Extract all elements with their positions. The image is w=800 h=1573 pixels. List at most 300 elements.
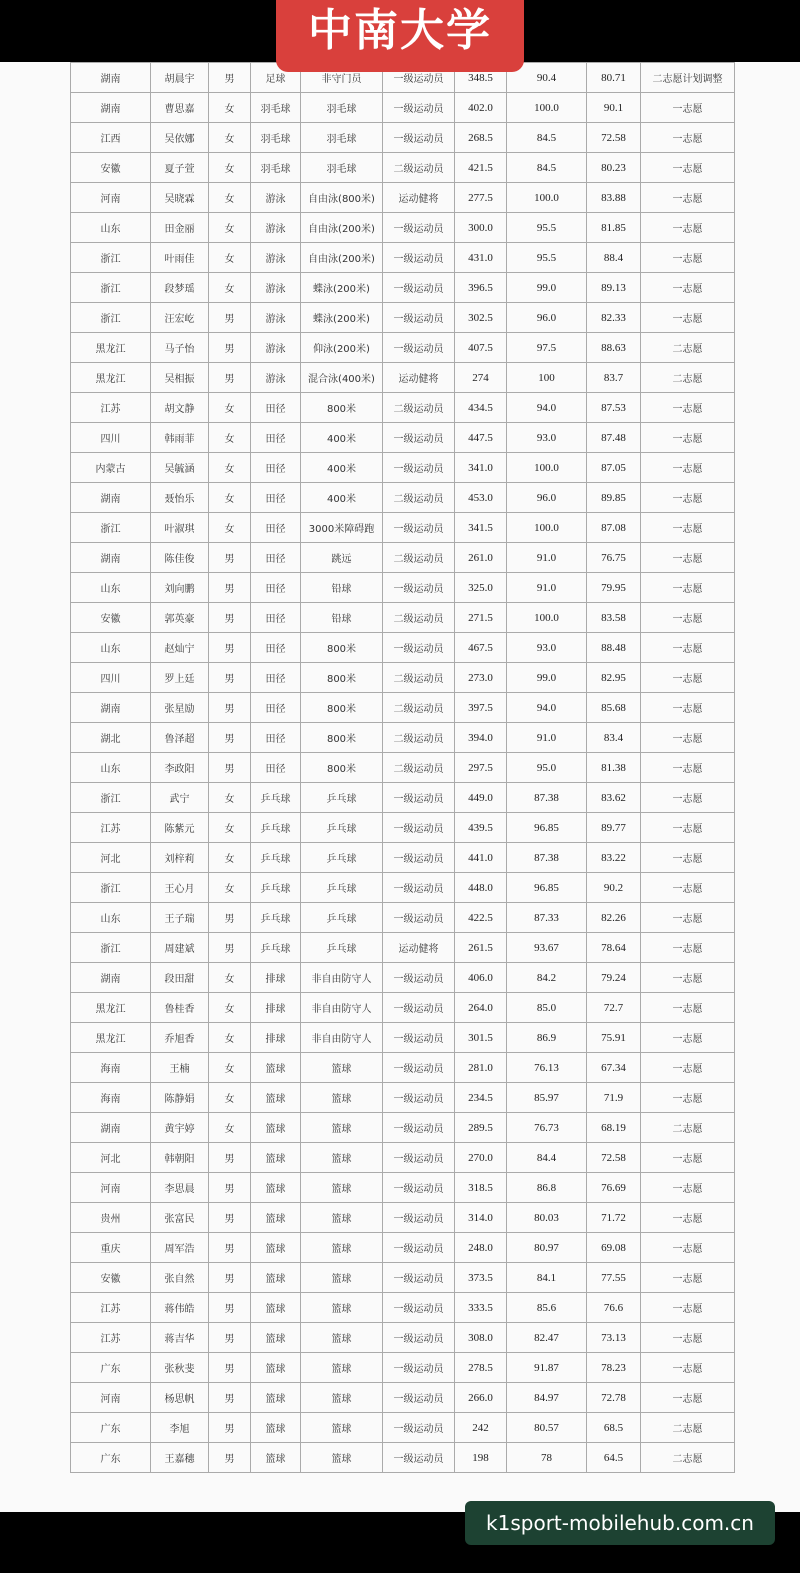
cell-gender: 女 bbox=[209, 1113, 251, 1143]
cell-event: 篮球 bbox=[301, 1293, 383, 1323]
cell-level: 一级运动员 bbox=[383, 573, 455, 603]
cell-level: 一级运动员 bbox=[383, 1203, 455, 1233]
cell-event: 800米 bbox=[301, 693, 383, 723]
cell-sport: 篮球 bbox=[251, 1293, 301, 1323]
cell-sport: 乒乓球 bbox=[251, 783, 301, 813]
cell-event: 篮球 bbox=[301, 1443, 383, 1473]
cell-name: 张秋斐 bbox=[151, 1353, 209, 1383]
cell-level: 二级运动员 bbox=[383, 663, 455, 693]
cell-sport: 羽毛球 bbox=[251, 93, 301, 123]
cell-name: 王心月 bbox=[151, 873, 209, 903]
cell-score: 421.5 bbox=[455, 153, 507, 183]
cell-gender: 男 bbox=[209, 1413, 251, 1443]
cell-event: 乒乓球 bbox=[301, 903, 383, 933]
cell-level: 一级运动员 bbox=[383, 273, 455, 303]
cell-score: 242 bbox=[455, 1413, 507, 1443]
cell-level: 二级运动员 bbox=[383, 723, 455, 753]
table-row bbox=[71, 1023, 735, 1053]
cell-admission-note: 二志愿 bbox=[641, 363, 735, 393]
cell-event: 篮球 bbox=[301, 1383, 383, 1413]
cell-composite-score: 87.08 bbox=[587, 513, 641, 543]
cell-composite-score: 89.13 bbox=[587, 273, 641, 303]
cell-composite-score: 82.95 bbox=[587, 663, 641, 693]
cell-sport: 游泳 bbox=[251, 273, 301, 303]
cell-admission-note: 一志愿 bbox=[641, 963, 735, 993]
cell-score: 434.5 bbox=[455, 393, 507, 423]
cell-level: 一级运动员 bbox=[383, 243, 455, 273]
cell-event: 篮球 bbox=[301, 1143, 383, 1173]
cell-province: 浙江 bbox=[71, 243, 151, 273]
cell-composite-score: 72.7 bbox=[587, 993, 641, 1023]
cell-admission-note: 一志愿 bbox=[641, 843, 735, 873]
cell-event: 篮球 bbox=[301, 1173, 383, 1203]
cell-sport: 篮球 bbox=[251, 1323, 301, 1353]
cell-test-score: 96.0 bbox=[507, 483, 587, 513]
cell-sport: 田径 bbox=[251, 603, 301, 633]
cell-test-score: 80.57 bbox=[507, 1413, 587, 1443]
cell-event: 篮球 bbox=[301, 1203, 383, 1233]
cell-admission-note: 一志愿 bbox=[641, 1383, 735, 1413]
table-row bbox=[71, 963, 735, 993]
cell-name: 吴毓涵 bbox=[151, 453, 209, 483]
table-row bbox=[71, 573, 735, 603]
cell-admission-note: 一志愿 bbox=[641, 1053, 735, 1083]
cell-composite-score: 82.33 bbox=[587, 303, 641, 333]
cell-event: 羽毛球 bbox=[301, 93, 383, 123]
cell-name: 田金丽 bbox=[151, 213, 209, 243]
cell-sport: 田径 bbox=[251, 453, 301, 483]
cell-sport: 游泳 bbox=[251, 213, 301, 243]
table-row bbox=[71, 483, 735, 513]
cell-composite-score: 88.63 bbox=[587, 333, 641, 363]
cell-sport: 田径 bbox=[251, 543, 301, 573]
table-row bbox=[71, 273, 735, 303]
cell-composite-score: 81.38 bbox=[587, 753, 641, 783]
cell-gender: 男 bbox=[209, 333, 251, 363]
cell-level: 一级运动员 bbox=[383, 1353, 455, 1383]
cell-name: 段梦瑶 bbox=[151, 273, 209, 303]
cell-composite-score: 71.72 bbox=[587, 1203, 641, 1233]
cell-name: 叶雨佳 bbox=[151, 243, 209, 273]
cell-level: 一级运动员 bbox=[383, 1323, 455, 1353]
cell-sport: 乒乓球 bbox=[251, 843, 301, 873]
cell-province: 广东 bbox=[71, 1353, 151, 1383]
cell-score: 248.0 bbox=[455, 1233, 507, 1263]
cell-test-score: 76.13 bbox=[507, 1053, 587, 1083]
cell-score: 277.5 bbox=[455, 183, 507, 213]
cell-test-score: 90.4 bbox=[507, 63, 587, 93]
cell-province: 浙江 bbox=[71, 273, 151, 303]
cell-province: 黑龙江 bbox=[71, 363, 151, 393]
cell-level: 一级运动员 bbox=[383, 1053, 455, 1083]
cell-score: 396.5 bbox=[455, 273, 507, 303]
cell-admission-note: 一志愿 bbox=[641, 213, 735, 243]
cell-level: 一级运动员 bbox=[383, 783, 455, 813]
cell-event: 铅球 bbox=[301, 603, 383, 633]
table-row bbox=[71, 663, 735, 693]
cell-sport: 篮球 bbox=[251, 1053, 301, 1083]
cell-composite-score: 75.91 bbox=[587, 1023, 641, 1053]
cell-gender: 女 bbox=[209, 513, 251, 543]
cell-test-score: 86.8 bbox=[507, 1173, 587, 1203]
cell-test-score: 84.2 bbox=[507, 963, 587, 993]
cell-score: 234.5 bbox=[455, 1083, 507, 1113]
cell-sport: 游泳 bbox=[251, 363, 301, 393]
cell-level: 二级运动员 bbox=[383, 603, 455, 633]
cell-name: 郭英豪 bbox=[151, 603, 209, 633]
cell-score: 431.0 bbox=[455, 243, 507, 273]
cell-level: 一级运动员 bbox=[383, 873, 455, 903]
cell-test-score: 93.0 bbox=[507, 423, 587, 453]
cell-event: 篮球 bbox=[301, 1263, 383, 1293]
cell-province: 河北 bbox=[71, 1143, 151, 1173]
cell-composite-score: 73.13 bbox=[587, 1323, 641, 1353]
table-row bbox=[71, 1323, 735, 1353]
cell-name: 胡文静 bbox=[151, 393, 209, 423]
table-row bbox=[71, 1263, 735, 1293]
cell-province: 河南 bbox=[71, 183, 151, 213]
cell-event: 羽毛球 bbox=[301, 123, 383, 153]
cell-gender: 男 bbox=[209, 1323, 251, 1353]
cell-sport: 篮球 bbox=[251, 1353, 301, 1383]
cell-admission-note: 一志愿 bbox=[641, 1323, 735, 1353]
cell-gender: 女 bbox=[209, 873, 251, 903]
cell-gender: 男 bbox=[209, 1293, 251, 1323]
cell-sport: 田径 bbox=[251, 723, 301, 753]
cell-composite-score: 78.23 bbox=[587, 1353, 641, 1383]
cell-score: 394.0 bbox=[455, 723, 507, 753]
cell-sport: 篮球 bbox=[251, 1413, 301, 1443]
cell-gender: 女 bbox=[209, 993, 251, 1023]
cell-gender: 男 bbox=[209, 573, 251, 603]
cell-event: 铅球 bbox=[301, 573, 383, 603]
cell-test-score: 93.67 bbox=[507, 933, 587, 963]
cell-admission-note: 一志愿 bbox=[641, 393, 735, 423]
cell-event: 自由泳(800米) bbox=[301, 183, 383, 213]
cell-event: 乒乓球 bbox=[301, 843, 383, 873]
cell-sport: 游泳 bbox=[251, 333, 301, 363]
cell-event: 800米 bbox=[301, 723, 383, 753]
cell-name: 陈静娟 bbox=[151, 1083, 209, 1113]
cell-composite-score: 89.85 bbox=[587, 483, 641, 513]
cell-test-score: 80.03 bbox=[507, 1203, 587, 1233]
cell-sport: 田径 bbox=[251, 753, 301, 783]
cell-test-score: 85.0 bbox=[507, 993, 587, 1023]
cell-level: 一级运动员 bbox=[383, 513, 455, 543]
cell-composite-score: 72.58 bbox=[587, 123, 641, 153]
cell-admission-note: 一志愿 bbox=[641, 303, 735, 333]
cell-province: 江苏 bbox=[71, 813, 151, 843]
cell-gender: 男 bbox=[209, 723, 251, 753]
cell-admission-note: 一志愿 bbox=[641, 933, 735, 963]
cell-admission-note: 一志愿 bbox=[641, 753, 735, 783]
cell-event: 400米 bbox=[301, 453, 383, 483]
cell-gender: 男 bbox=[209, 1443, 251, 1473]
cell-gender: 男 bbox=[209, 903, 251, 933]
table-row bbox=[71, 1083, 735, 1113]
cell-event: 800米 bbox=[301, 753, 383, 783]
cell-admission-note: 一志愿 bbox=[641, 993, 735, 1023]
cell-event: 篮球 bbox=[301, 1083, 383, 1113]
cell-sport: 排球 bbox=[251, 993, 301, 1023]
cell-admission-note: 一志愿 bbox=[641, 513, 735, 543]
cell-admission-note: 一志愿 bbox=[641, 123, 735, 153]
table-row bbox=[71, 363, 735, 393]
cell-level: 一级运动员 bbox=[383, 633, 455, 663]
cell-score: 449.0 bbox=[455, 783, 507, 813]
watermark-badge: k1sport-mobilehub.com.cn bbox=[465, 1501, 775, 1545]
cell-admission-note: 一志愿 bbox=[641, 1023, 735, 1053]
cell-province: 贵州 bbox=[71, 1203, 151, 1233]
cell-sport: 田径 bbox=[251, 513, 301, 543]
cell-score: 314.0 bbox=[455, 1203, 507, 1233]
cell-name: 张星励 bbox=[151, 693, 209, 723]
cell-test-score: 78 bbox=[507, 1443, 587, 1473]
cell-composite-score: 85.68 bbox=[587, 693, 641, 723]
cell-province: 江西 bbox=[71, 123, 151, 153]
cell-test-score: 96.85 bbox=[507, 873, 587, 903]
cell-score: 308.0 bbox=[455, 1323, 507, 1353]
cell-composite-score: 83.58 bbox=[587, 603, 641, 633]
cell-name: 夏子萱 bbox=[151, 153, 209, 183]
cell-level: 一级运动员 bbox=[383, 1113, 455, 1143]
cell-gender: 男 bbox=[209, 1173, 251, 1203]
cell-composite-score: 79.95 bbox=[587, 573, 641, 603]
cell-name: 李政阳 bbox=[151, 753, 209, 783]
cell-event: 自由泳(200米) bbox=[301, 213, 383, 243]
cell-name: 陈佳俊 bbox=[151, 543, 209, 573]
cell-composite-score: 83.22 bbox=[587, 843, 641, 873]
cell-level: 一级运动员 bbox=[383, 903, 455, 933]
cell-score: 318.5 bbox=[455, 1173, 507, 1203]
table-row bbox=[71, 93, 735, 123]
cell-composite-score: 90.2 bbox=[587, 873, 641, 903]
cell-event: 篮球 bbox=[301, 1233, 383, 1263]
table-row bbox=[71, 603, 735, 633]
cell-event: 篮球 bbox=[301, 1113, 383, 1143]
cell-name: 吴相振 bbox=[151, 363, 209, 393]
cell-level: 运动健将 bbox=[383, 363, 455, 393]
cell-province: 浙江 bbox=[71, 873, 151, 903]
table-row bbox=[71, 1353, 735, 1383]
cell-test-score: 100 bbox=[507, 363, 587, 393]
cell-sport: 田径 bbox=[251, 483, 301, 513]
cell-event: 篮球 bbox=[301, 1413, 383, 1443]
cell-composite-score: 67.34 bbox=[587, 1053, 641, 1083]
cell-score: 301.5 bbox=[455, 1023, 507, 1053]
cell-province: 河南 bbox=[71, 1173, 151, 1203]
cell-sport: 乒乓球 bbox=[251, 903, 301, 933]
cell-level: 一级运动员 bbox=[383, 1023, 455, 1053]
cell-score: 278.5 bbox=[455, 1353, 507, 1383]
cell-level: 一级运动员 bbox=[383, 813, 455, 843]
cell-test-score: 85.6 bbox=[507, 1293, 587, 1323]
cell-score: 281.0 bbox=[455, 1053, 507, 1083]
cell-province: 湖南 bbox=[71, 63, 151, 93]
cell-admission-note: 一志愿 bbox=[641, 183, 735, 213]
cell-level: 一级运动员 bbox=[383, 333, 455, 363]
cell-event: 篮球 bbox=[301, 1053, 383, 1083]
cell-composite-score: 80.71 bbox=[587, 63, 641, 93]
cell-sport: 田径 bbox=[251, 663, 301, 693]
cell-name: 刘梓莉 bbox=[151, 843, 209, 873]
cell-gender: 男 bbox=[209, 1233, 251, 1263]
cell-name: 段田甜 bbox=[151, 963, 209, 993]
cell-event: 跳远 bbox=[301, 543, 383, 573]
cell-name: 王嘉穗 bbox=[151, 1443, 209, 1473]
cell-sport: 游泳 bbox=[251, 183, 301, 213]
cell-event: 3000米障碍跑 bbox=[301, 513, 383, 543]
cell-gender: 女 bbox=[209, 963, 251, 993]
table-row bbox=[71, 1173, 735, 1203]
cell-score: 397.5 bbox=[455, 693, 507, 723]
cell-province: 黑龙江 bbox=[71, 333, 151, 363]
cell-province: 浙江 bbox=[71, 783, 151, 813]
cell-score: 297.5 bbox=[455, 753, 507, 783]
cell-composite-score: 83.4 bbox=[587, 723, 641, 753]
table-row bbox=[71, 1203, 735, 1233]
cell-name: 武宁 bbox=[151, 783, 209, 813]
cell-level: 一级运动员 bbox=[383, 1173, 455, 1203]
cell-test-score: 84.97 bbox=[507, 1383, 587, 1413]
cell-name: 韩雨菲 bbox=[151, 423, 209, 453]
cell-event: 800米 bbox=[301, 393, 383, 423]
cell-sport: 篮球 bbox=[251, 1143, 301, 1173]
cell-gender: 男 bbox=[209, 633, 251, 663]
cell-level: 一级运动员 bbox=[383, 213, 455, 243]
cell-name: 聂怡乐 bbox=[151, 483, 209, 513]
cell-composite-score: 81.85 bbox=[587, 213, 641, 243]
table-row bbox=[71, 333, 735, 363]
cell-gender: 男 bbox=[209, 63, 251, 93]
cell-test-score: 80.97 bbox=[507, 1233, 587, 1263]
cell-province: 湖南 bbox=[71, 963, 151, 993]
cell-level: 一级运动员 bbox=[383, 993, 455, 1023]
table-row bbox=[71, 873, 735, 903]
cell-gender: 女 bbox=[209, 123, 251, 153]
cell-test-score: 95.5 bbox=[507, 213, 587, 243]
cell-admission-note: 一志愿 bbox=[641, 423, 735, 453]
cell-sport: 足球 bbox=[251, 63, 301, 93]
cell-admission-note: 一志愿 bbox=[641, 783, 735, 813]
cell-admission-note: 一志愿 bbox=[641, 873, 735, 903]
cell-event: 800米 bbox=[301, 663, 383, 693]
cell-score: 268.5 bbox=[455, 123, 507, 153]
cell-level: 二级运动员 bbox=[383, 483, 455, 513]
table-row bbox=[71, 993, 735, 1023]
cell-test-score: 99.0 bbox=[507, 663, 587, 693]
cell-province: 河南 bbox=[71, 1383, 151, 1413]
cell-test-score: 91.0 bbox=[507, 723, 587, 753]
cell-composite-score: 76.69 bbox=[587, 1173, 641, 1203]
cell-gender: 男 bbox=[209, 933, 251, 963]
cell-name: 马子怡 bbox=[151, 333, 209, 363]
cell-level: 二级运动员 bbox=[383, 543, 455, 573]
cell-gender: 女 bbox=[209, 843, 251, 873]
table-row bbox=[71, 723, 735, 753]
cell-gender: 女 bbox=[209, 213, 251, 243]
cell-composite-score: 88.48 bbox=[587, 633, 641, 663]
cell-test-score: 84.4 bbox=[507, 1143, 587, 1173]
cell-level: 二级运动员 bbox=[383, 693, 455, 723]
document-sheet bbox=[0, 62, 800, 1512]
cell-event: 非自由防守人 bbox=[301, 993, 383, 1023]
cell-province: 重庆 bbox=[71, 1233, 151, 1263]
table-row bbox=[71, 933, 735, 963]
cell-test-score: 99.0 bbox=[507, 273, 587, 303]
cell-sport: 田径 bbox=[251, 423, 301, 453]
cell-level: 一级运动员 bbox=[383, 453, 455, 483]
cell-province: 海南 bbox=[71, 1053, 151, 1083]
cell-composite-score: 68.19 bbox=[587, 1113, 641, 1143]
cell-gender: 男 bbox=[209, 1383, 251, 1413]
cell-test-score: 100.0 bbox=[507, 183, 587, 213]
cell-province: 四川 bbox=[71, 663, 151, 693]
cell-composite-score: 87.53 bbox=[587, 393, 641, 423]
cell-test-score: 94.0 bbox=[507, 393, 587, 423]
table-row bbox=[71, 903, 735, 933]
table-row bbox=[71, 843, 735, 873]
cell-level: 运动健将 bbox=[383, 933, 455, 963]
cell-test-score: 91.0 bbox=[507, 573, 587, 603]
admission-table bbox=[70, 62, 735, 1473]
cell-test-score: 91.87 bbox=[507, 1353, 587, 1383]
cell-province: 海南 bbox=[71, 1083, 151, 1113]
cell-gender: 男 bbox=[209, 1143, 251, 1173]
cell-province: 广东 bbox=[71, 1413, 151, 1443]
cell-province: 四川 bbox=[71, 423, 151, 453]
cell-admission-note: 一志愿 bbox=[641, 1263, 735, 1293]
cell-admission-note: 一志愿 bbox=[641, 573, 735, 603]
cell-name: 张富民 bbox=[151, 1203, 209, 1233]
cell-composite-score: 80.23 bbox=[587, 153, 641, 183]
cell-test-score: 84.5 bbox=[507, 153, 587, 183]
cell-score: 198 bbox=[455, 1443, 507, 1473]
cell-composite-score: 71.9 bbox=[587, 1083, 641, 1113]
cell-province: 安徽 bbox=[71, 603, 151, 633]
cell-admission-note: 一志愿 bbox=[641, 1143, 735, 1173]
cell-name: 汪宏屹 bbox=[151, 303, 209, 333]
cell-admission-note: 一志愿 bbox=[641, 663, 735, 693]
cell-gender: 女 bbox=[209, 1023, 251, 1053]
cell-event: 羽毛球 bbox=[301, 153, 383, 183]
cell-level: 一级运动员 bbox=[383, 1233, 455, 1263]
cell-province: 湖南 bbox=[71, 1113, 151, 1143]
cell-admission-note: 二志愿计划调整 bbox=[641, 63, 735, 93]
cell-test-score: 95.5 bbox=[507, 243, 587, 273]
cell-name: 胡晨宇 bbox=[151, 63, 209, 93]
cell-level: 一级运动员 bbox=[383, 843, 455, 873]
cell-gender: 男 bbox=[209, 663, 251, 693]
cell-composite-score: 83.88 bbox=[587, 183, 641, 213]
cell-gender: 男 bbox=[209, 1263, 251, 1293]
cell-level: 一级运动员 bbox=[383, 123, 455, 153]
table-row bbox=[71, 153, 735, 183]
cell-score: 406.0 bbox=[455, 963, 507, 993]
cell-name: 周建斌 bbox=[151, 933, 209, 963]
table-row bbox=[71, 123, 735, 153]
cell-admission-note: 一志愿 bbox=[641, 693, 735, 723]
cell-sport: 游泳 bbox=[251, 243, 301, 273]
cell-admission-note: 二志愿 bbox=[641, 1443, 735, 1473]
cell-score: 402.0 bbox=[455, 93, 507, 123]
cell-score: 266.0 bbox=[455, 1383, 507, 1413]
cell-sport: 排球 bbox=[251, 963, 301, 993]
table-row bbox=[71, 1113, 735, 1143]
cell-sport: 篮球 bbox=[251, 1113, 301, 1143]
cell-gender: 女 bbox=[209, 453, 251, 483]
cell-test-score: 100.0 bbox=[507, 453, 587, 483]
